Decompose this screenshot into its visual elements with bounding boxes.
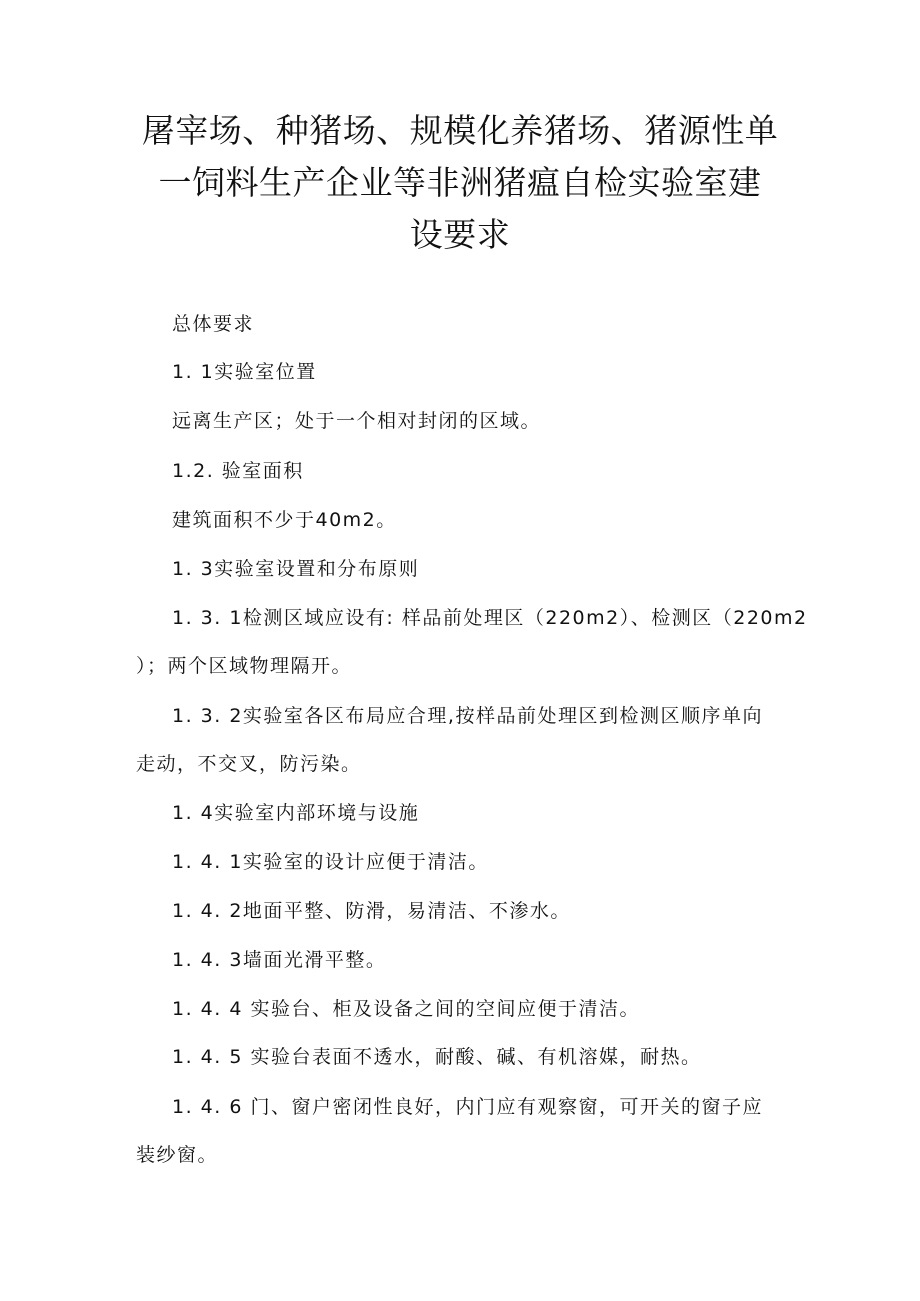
clause-1-4-4: 1. 4. 4 实验台、柜及设备之间的空间应便于清洁。 <box>172 998 640 1020</box>
clause-1-4-5: 1. 4. 5 实验台表面不透水，耐酸、碱、有机溶媒，耐热。 <box>172 1046 702 1068</box>
clause-1-4-1: 1. 4. 1实验室的设计应便于清洁。 <box>172 851 489 873</box>
clause-1-4-3: 1. 4. 3墙面光滑平整。 <box>172 949 387 971</box>
document-title <box>130 105 790 261</box>
clause-1-3-1-line-2: ）；两个区域物理隔开。 <box>136 655 353 677</box>
subsection-1-2-body: 建筑面积不少于40m2。 <box>172 509 397 531</box>
title-line-3: 设要求 <box>409 215 511 254</box>
subsection-1-2-heading: 1.2. 验室面积 <box>172 460 304 482</box>
subsection-1-1-body: 远离生产区；处于一个相对封闭的区域。 <box>172 410 542 432</box>
title-line-2: 一饲料生产企业等非洲猪瘟自检实验室建 <box>158 163 762 202</box>
clause-1-4-6-line-1: 1. 4. 6 门、窗户密闭性良好，内门应有观察窗，可开关的窗子应 <box>172 1096 763 1118</box>
section-heading-general: 总体要求 <box>172 313 255 335</box>
subsection-1-1-heading: 1. 1实验室位置 <box>172 361 317 383</box>
subsection-1-3-heading: 1. 3实验室设置和分布原则 <box>172 558 420 580</box>
clause-1-3-1-line-1: 1. 3. 1检测区域应设有: 样品前处理区（220m2）、检测区（220m2 <box>172 607 808 629</box>
subsection-1-4-heading: 1. 4实验室内部环境与设施 <box>172 802 420 824</box>
clause-1-4-6-line-2: 装纱窗。 <box>136 1144 219 1166</box>
clause-1-4-2: 1. 4. 2地面平整、防滑，易清洁、不渗水。 <box>172 900 571 922</box>
clause-1-3-2-line-2: 走动，不交叉，防污染。 <box>136 753 362 775</box>
title-line-1: 屠宰场、种猪场、规模化养猪场、猪源性单 <box>141 111 779 150</box>
clause-1-3-2-line-1: 1. 3. 2实验室各区布局应合理,按样品前处理区到检测区顺序单向 <box>172 705 763 727</box>
